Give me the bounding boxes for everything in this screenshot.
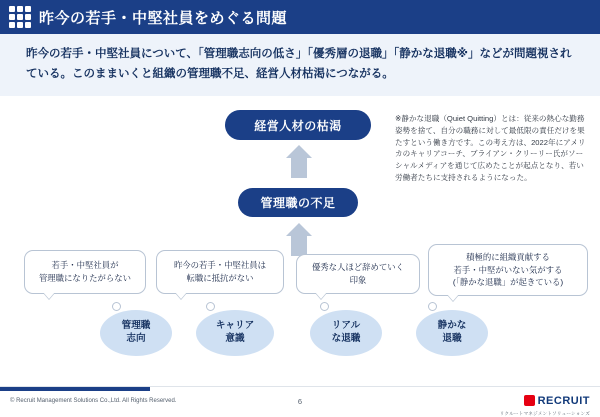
box-manager-shortage: 管理職の不足 [238, 188, 358, 217]
recruit-logo [500, 392, 590, 417]
balloon-tail [43, 292, 55, 299]
page-header [0, 0, 600, 34]
category-career-awareness: キャリア 意識 [196, 310, 274, 356]
balloon-3: 優秀な人ほど辞めていく 印象 [296, 254, 420, 294]
logo-wordmark: RECRUIT [537, 394, 590, 407]
diagram-canvas [0, 96, 600, 386]
grid-icon [9, 6, 31, 28]
box-management-talent-depletion: 経営人材の枯渇 [225, 110, 371, 140]
balloon-tail [175, 292, 187, 299]
lead-paragraph-block [0, 34, 600, 96]
recruit-mark-icon [524, 395, 535, 406]
category-management-orientation: 管理職 志向 [100, 310, 172, 356]
balloon-2: 昨今の若手・中堅社員は 転職に抵抗がない [156, 250, 284, 294]
connector-dot-3 [320, 302, 329, 311]
balloon-4: 積極的に組織貢献する 若手・中堅がいない気がする (「静かな退職」が起きている) [428, 244, 588, 296]
page-number: 6 [297, 397, 303, 406]
lead-paragraph: 昨今の若手・中堅社員について、「管理職志向の低さ」「優秀層の退職」「静かな退職※」などが問題視されている。このままいくと組織の管理職不足、経営人材枯渇につながる。 [26, 48, 572, 81]
copyright-text: © Recruit Management Solutions Co.,Ltd. All Rights Reserved. [10, 398, 177, 404]
footer-accent-bar [0, 387, 150, 391]
footnote-quiet-quitting: ※静かな退職（Quiet Quitting）とは：従来の熱心な勤務姿勢を捨て、自分の職務に対して最低限の責任だけを果たすという働き方です。この考え方は、2022年にアメリカのキャリアコーチ、ブライアン・クリーリー氏がソーシャルメディアを通じて広めたことが起点となり、若い労働者たちに支持されるようになった。 [395, 114, 586, 182]
page-title: 昨今の若手・中堅社員をめぐる問題 [39, 9, 288, 27]
balloon-tail [315, 292, 327, 299]
connector-dot-2 [206, 302, 215, 311]
category-real-resignation: リアル な退職 [310, 310, 382, 356]
logo-subtitle: リクルートマネジメントソリューションズ [499, 411, 590, 416]
balloon-1: 若手・中堅社員が 管理職になりたがらない [24, 250, 146, 294]
page-footer [0, 386, 600, 417]
balloon-tail [447, 294, 459, 301]
connector-dot-1 [112, 302, 121, 311]
connector-dot-4 [428, 302, 437, 311]
category-quiet-quitting: 静かな 退職 [416, 310, 488, 356]
